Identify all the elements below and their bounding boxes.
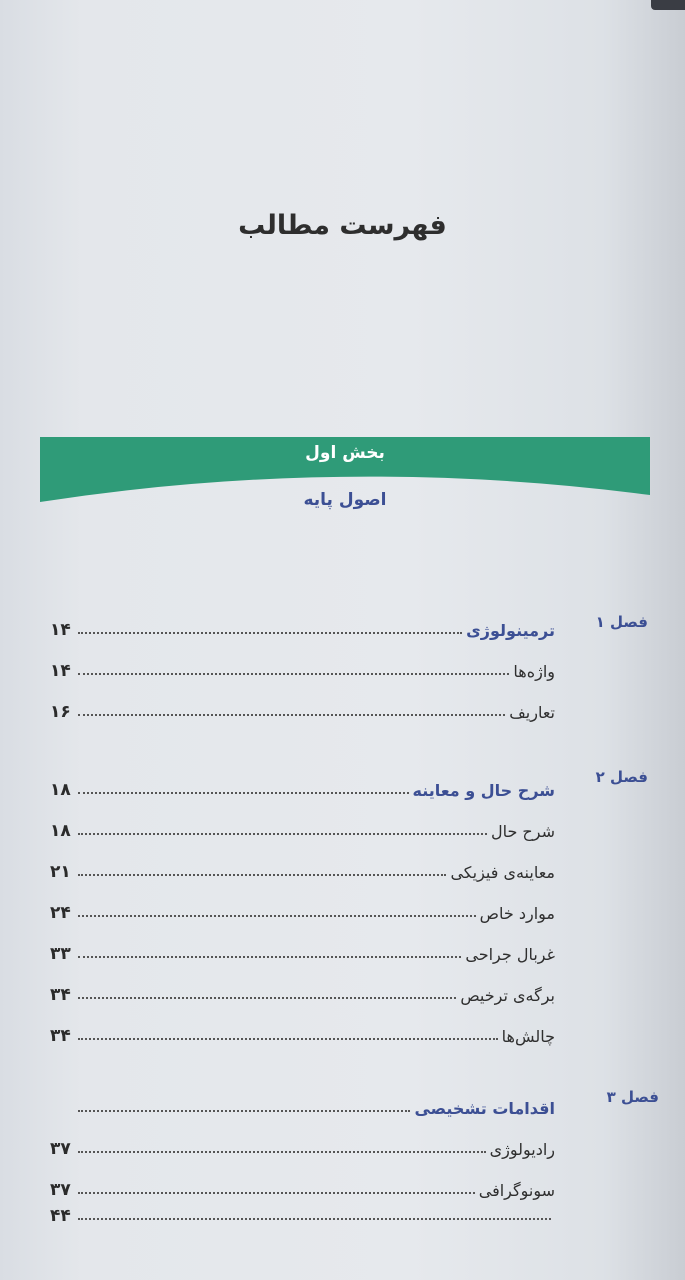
toc-entry-page: ۱۶: [50, 702, 71, 722]
toc-entry-title: سونوگرافی: [478, 1181, 555, 1200]
toc-entry[interactable]: [50, 774, 555, 800]
toc-entry[interactable]: [50, 1020, 555, 1046]
toc-entry-title: رادیولوژی: [489, 1140, 555, 1159]
toc-entry-title: واژه‌ها: [513, 662, 555, 681]
page-title: فهرست مطالب: [238, 210, 447, 241]
dot-leader: [78, 1038, 498, 1040]
toc-entry-page: ۳۷: [50, 1139, 71, 1159]
dot-leader: [78, 632, 462, 634]
toc-entry-title: چالش‌ها: [501, 1027, 555, 1046]
toc-entry-page: ۲۱: [50, 862, 71, 882]
dot-leader: [78, 833, 487, 835]
toc-entry[interactable]: [50, 1133, 555, 1159]
toc-entry[interactable]: [50, 696, 555, 722]
toc-entry-page: ۳۳: [50, 944, 71, 964]
toc-entry-page: ۲۴: [50, 903, 71, 923]
part-label: بخش اول: [305, 443, 385, 463]
dot-leader: [78, 792, 409, 794]
toc-entry[interactable]: [50, 1092, 555, 1118]
page-corner-shadow: [651, 0, 685, 10]
toc-entry-title: شرح حال: [490, 822, 555, 841]
chapter-label: فصل ۳: [606, 1088, 659, 1106]
toc-entry-page: ۳۷: [50, 1180, 71, 1200]
dot-leader: [78, 673, 509, 675]
toc-entry[interactable]: [50, 815, 555, 841]
dot-leader: [78, 915, 476, 917]
toc-entry-title: معاینه‌ی فیزیکی: [450, 863, 555, 882]
toc-entry-page: ۳۴: [50, 1026, 71, 1046]
toc-entry-title: شرح حال و معاینه: [412, 781, 555, 800]
toc-entry[interactable]: [50, 938, 555, 964]
toc-entry[interactable]: [50, 979, 555, 1005]
toc-entry-title: موارد خاص: [479, 904, 555, 923]
dot-leader: [78, 1218, 551, 1220]
dot-leader: [78, 874, 446, 876]
toc-entry-page: ۱۴: [50, 661, 71, 681]
toc-entry-title: تعاریف: [509, 703, 555, 722]
dot-leader: [78, 1192, 475, 1194]
toc-entry[interactable]: [50, 856, 555, 882]
chapter-label: فصل ۱: [595, 613, 648, 631]
dot-leader: [78, 1110, 410, 1112]
toc-entry-page: ۱۸: [50, 780, 71, 800]
toc-entry-page: ۱۴: [50, 620, 71, 640]
toc-entry[interactable]: [50, 897, 555, 923]
toc-entry-page: ۱۸: [50, 821, 71, 841]
toc-entry[interactable]: [50, 655, 555, 681]
toc-entry-title: اقدامات تشخیصی: [414, 1099, 555, 1118]
toc-entry-page: ۴۴: [50, 1206, 71, 1226]
toc-entry-title: برگه‌ی ترخیص: [460, 986, 555, 1005]
toc-entry-title: غربال جراحی: [465, 945, 555, 964]
dot-leader: [78, 714, 505, 716]
toc-entry[interactable]: [50, 614, 555, 640]
toc-entry[interactable]: [50, 1200, 555, 1226]
part-subtitle: اصول پایه: [303, 490, 387, 510]
chapter-label: فصل ۲: [595, 768, 648, 786]
toc-entry[interactable]: [50, 1174, 555, 1200]
toc-entry-title: ترمینولوژی: [466, 621, 555, 640]
dot-leader: [78, 997, 456, 999]
dot-leader: [78, 1151, 486, 1153]
dot-leader: [78, 956, 461, 958]
toc-entry-page: ۳۴: [50, 985, 71, 1005]
